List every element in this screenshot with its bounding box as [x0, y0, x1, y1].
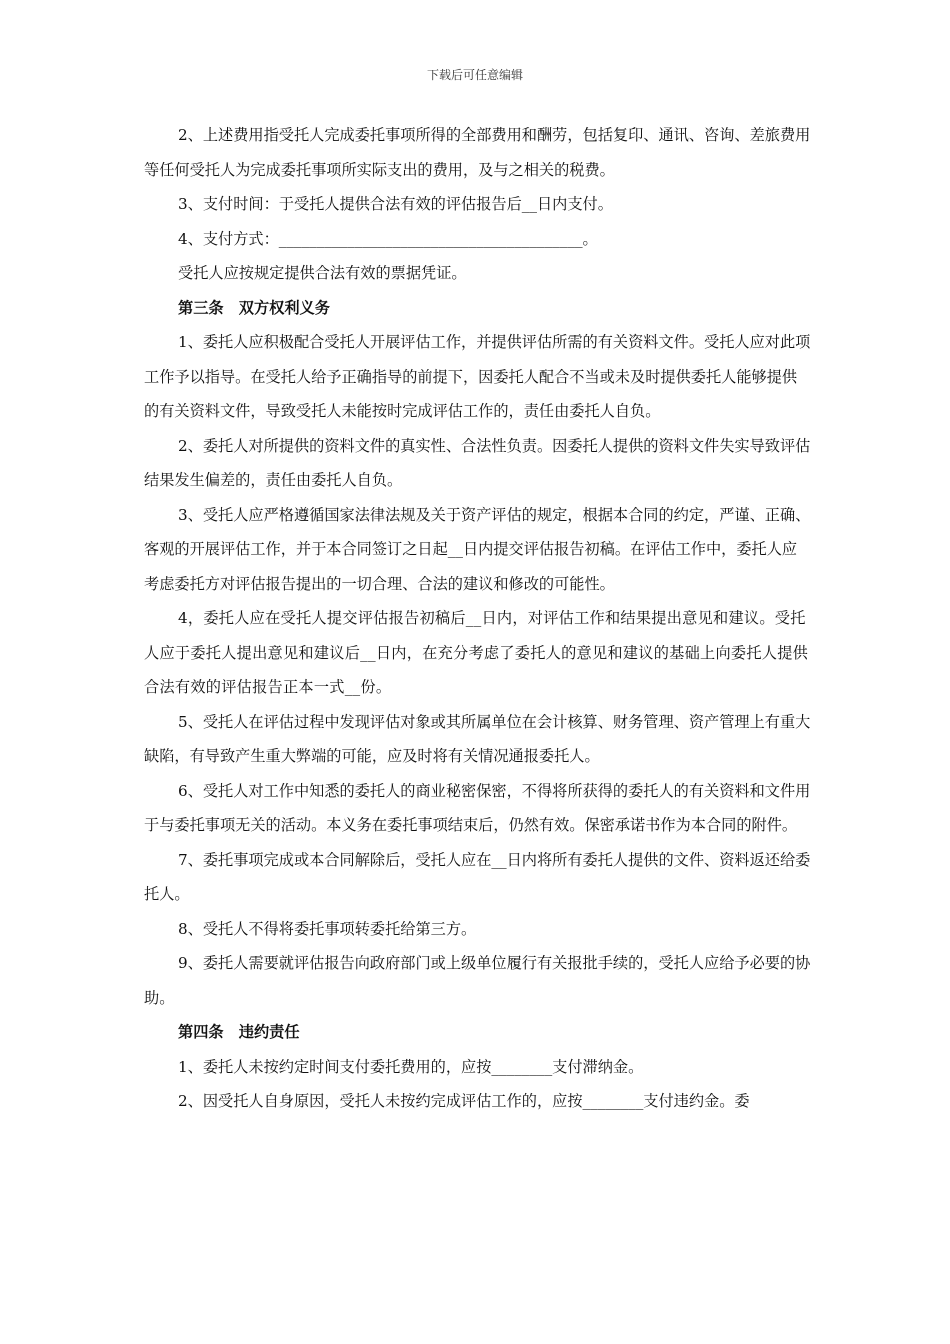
payment-item-4: 4、支付方式：________________________________________。 — [178, 229, 598, 248]
payment-item-3: 3、支付时间：于受托人提供合法有效的评估报告后__日内支付。 — [178, 195, 613, 213]
payment-item-2: 2、上述费用指受托人完成委托事项所得的全部费用和酬劳，包括复印、通讯、咨询、差旅费用等任何受托人为完成委托事项所实际支出的费用，及与之相关的税费。 — [144, 126, 811, 179]
article-3-item-3: 3、受托人应严格遵循国家法律法规及关于资产评估的规定，根据本合同的约定，严谨、正确、客观的开展评估工作，并于本合同签订之日起__日内提交评估报告初稿。在评估工作中，委托人应考虑委托方对评估报告提出的一切合理、合法的建议和修改的可能性。 — [144, 505, 811, 593]
article-3-item-2: 2、委托人对所提供的资料文件的真实性、合法性负责。因委托人提供的资料文件失实导致评估结果发生偏差的，责任由委托人自负。 — [144, 436, 811, 489]
page-header: 下载后可任意编辑 — [426, 68, 523, 82]
article-3-item-9: 9、委托人需要就评估报告向政府部门或上级单位履行有关报批手续的，受托人应给予必要的协助。 — [144, 954, 811, 1007]
payment-note: 受托人应按规定提供合法有效的票据凭证。 — [178, 264, 467, 282]
article-3-item-5: 5、受托人在评估过程中发现评估对象或其所属单位在会计核算、财务管理、资产管理上有重大缺陷，有导致产生重大弊端的可能，应及时将有关情况通报委托人。 — [144, 712, 811, 765]
article-3-item-4: 4，委托人应在受托人提交评估报告初稿后__日内，对评估工作和结果提出意见和建议。受托人应于委托人提出意见和建议后__日内，在充分考虑了委托人的意见和建议的基础上向委托人提供合法有效的评估报告正本一式__份。 — [144, 609, 809, 696]
article-3-heading: 第三条 双方权利义务 — [178, 298, 330, 317]
article-3-item-7: 7、委托事项完成或本合同解除后，受托人应在__日内将所有委托人提供的文件、资料返还给委托人。 — [144, 850, 811, 903]
article-4-item-1: 1、委托人未按约定时间支付委托费用的，应按________支付滞纳金。 — [178, 1057, 644, 1076]
article-3-item-1: 1、委托人应积极配合受托人开展评估工作，并提供评估所需的有关资料文件。受托人应对此项工作予以指导。在受托人给予正确指导的前提下，因委托人配合不当或未及时提供委托人能够提供的有关资料文件，导致受托人未能按时完成评估工作的，责任由委托人自负。 — [144, 333, 811, 420]
article-3-item-6: 6、受托人对工作中知悉的委托人的商业秘密保密，不得将所获得的委托人的有关资料和文件用于与委托事项无关的活动。本义务在委托事项结束后，仍然有效。保密承诺书作为本合同的附件。 — [144, 781, 811, 834]
document-body — [144, 118, 812, 1119]
article-3-item-8: 8、受托人不得将委托事项转委托给第三方。 — [178, 919, 477, 938]
article-4-heading: 第四条 违约责任 — [178, 1023, 300, 1041]
article-4-item-2: 2、因受托人自身原因，受托人未按约完成评估工作的，应按________支付违约金。委 — [178, 1092, 750, 1110]
